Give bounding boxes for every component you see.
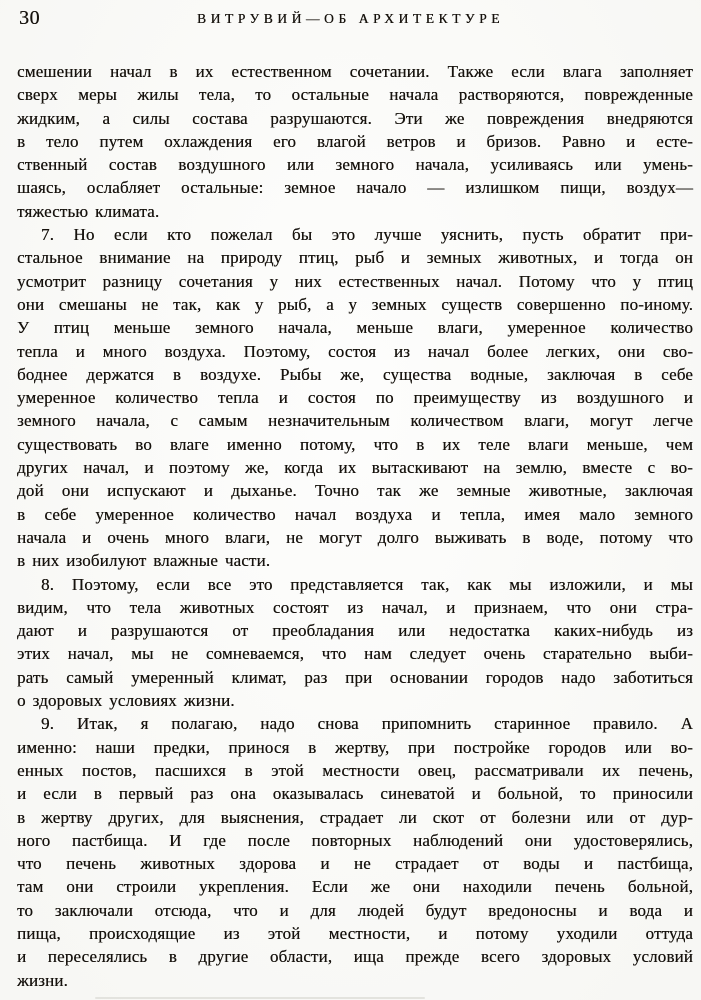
- text-line: дой они испускают и дыханье. Точно так же земные животные, заключая: [17, 481, 693, 501]
- text-line: сверх меры жилы тела, то остальные начала растворяются, поврежденные: [17, 85, 693, 105]
- text-line: 7. Но если кто пожелал бы это лучше уяснить, пусть обратит при-: [41, 225, 693, 245]
- text-line: в них изобилуют влажные части.: [17, 551, 271, 571]
- text-line: У птиц меньше земного начала, меньше влаги, умеренное количество: [17, 318, 693, 338]
- text-line: в себе умеренное количество начал воздуха и тепла, имея мало земного: [17, 504, 693, 524]
- text-line: усмотрит разницу сочетания у них естественных начал. Потому что у птиц: [17, 271, 693, 291]
- text-line: земного начала, с самым незначительным количеством влаги, могут легче: [17, 411, 693, 431]
- text-line: ного пастбища. И где после повторных наблюдений они удостоверялись,: [17, 830, 693, 850]
- body-text: [17, 60, 693, 992]
- text-line: смешении начал в их естественном сочетании. Также если влага заполняет: [17, 62, 693, 81]
- text-line: умеренное количество тепла и состоя по преимуществу из воздушного и: [17, 388, 693, 408]
- text-line: боднее держатся в воздухе. Рыбы же, существа водные, заключая в себе: [17, 364, 693, 384]
- text-line: что печень животных здорова и не страдает от воды и пастбища,: [17, 854, 693, 874]
- text-line: пища, происходящие из этой местности, и потому уходили оттуда: [17, 923, 693, 943]
- text-line: и переселялись в другие области, ища прежде всего здоровых условий: [17, 947, 693, 967]
- text-line: жидким, а силы состава разрушаются. Эти же повреждения внедряются: [17, 108, 693, 128]
- text-line: и если в первый раз она оказывалась синеватой и больной, то приносили: [17, 784, 693, 804]
- text-line: тяжестью климата.: [17, 201, 160, 221]
- text-line: то заключали отсюда, что и для людей будут вредоносны и вода и: [17, 900, 693, 920]
- text-line: они смешаны не так, как у рыб, а у земных существ совершенно по-иному.: [17, 294, 693, 314]
- text-line: жизни.: [17, 970, 68, 990]
- text-line: именно: наши предки, принося в жертву, при постройке городов или во-: [17, 737, 693, 757]
- text-line: енных постов, пасшихся в этой местности овец, рассматривали их печень,: [17, 760, 693, 780]
- text-line: 8. Поэтому, если все это представляется так, как мы изложили, и мы: [41, 574, 693, 594]
- page-number: 30: [19, 7, 40, 29]
- text-line: других начал, и поэтому же, когда их вытаскивают на землю, вместе с во-: [17, 458, 693, 478]
- text-line: дают и разрушаются от преобладания или недостатка каких-нибудь из: [17, 621, 693, 641]
- text-line: тепла и много воздуха. Поэтому, состоя из начал более легких, они сво-: [17, 341, 693, 361]
- text-line: этих начал, мы не сомневаемся, что нам следует очень старательно выби-: [17, 644, 693, 664]
- text-line: видим, что тела животных состоят из начал, и признаем, что они стра-: [17, 597, 693, 617]
- text-line: рать самый умеренный климат, раз при основании городов надо заботиться: [17, 667, 693, 687]
- text-line: 9. Итак, я полагаю, надо снова припомнить старинное правило. А: [41, 714, 693, 734]
- text-line: там они строили укрепления. Если же они находили печень больной,: [17, 877, 693, 897]
- text-line: в тело путем охлаждения его влагой ветров и бризов. Равно и есте-: [17, 131, 693, 151]
- running-title: ВИТРУВИЙ—ОБ АРХИТЕКТУРЕ: [196, 11, 505, 26]
- text-line: существовать во влаге именно потому, что в их теле влаги меньше, чем: [17, 434, 693, 454]
- text-line: в жертву других, для выяснения, страдает ли скот от болезни или от дур-: [17, 807, 693, 827]
- text-line: стальное внимание на природу птиц, рыб и земных животных, и тогда он: [17, 248, 693, 268]
- text-line: шаясь, ослабляет остальные: земное начало — излишком пищи, воздух—: [17, 178, 693, 198]
- text-line: начала и очень много влаги, не могут долго выживать в воде, потому что: [17, 527, 693, 547]
- scan-artifact: [95, 997, 425, 999]
- text-line: о здоровых условиях жизни.: [17, 691, 235, 711]
- text-line: ственный состав воздушного или земного начала, усиливаясь или умень-: [17, 155, 693, 175]
